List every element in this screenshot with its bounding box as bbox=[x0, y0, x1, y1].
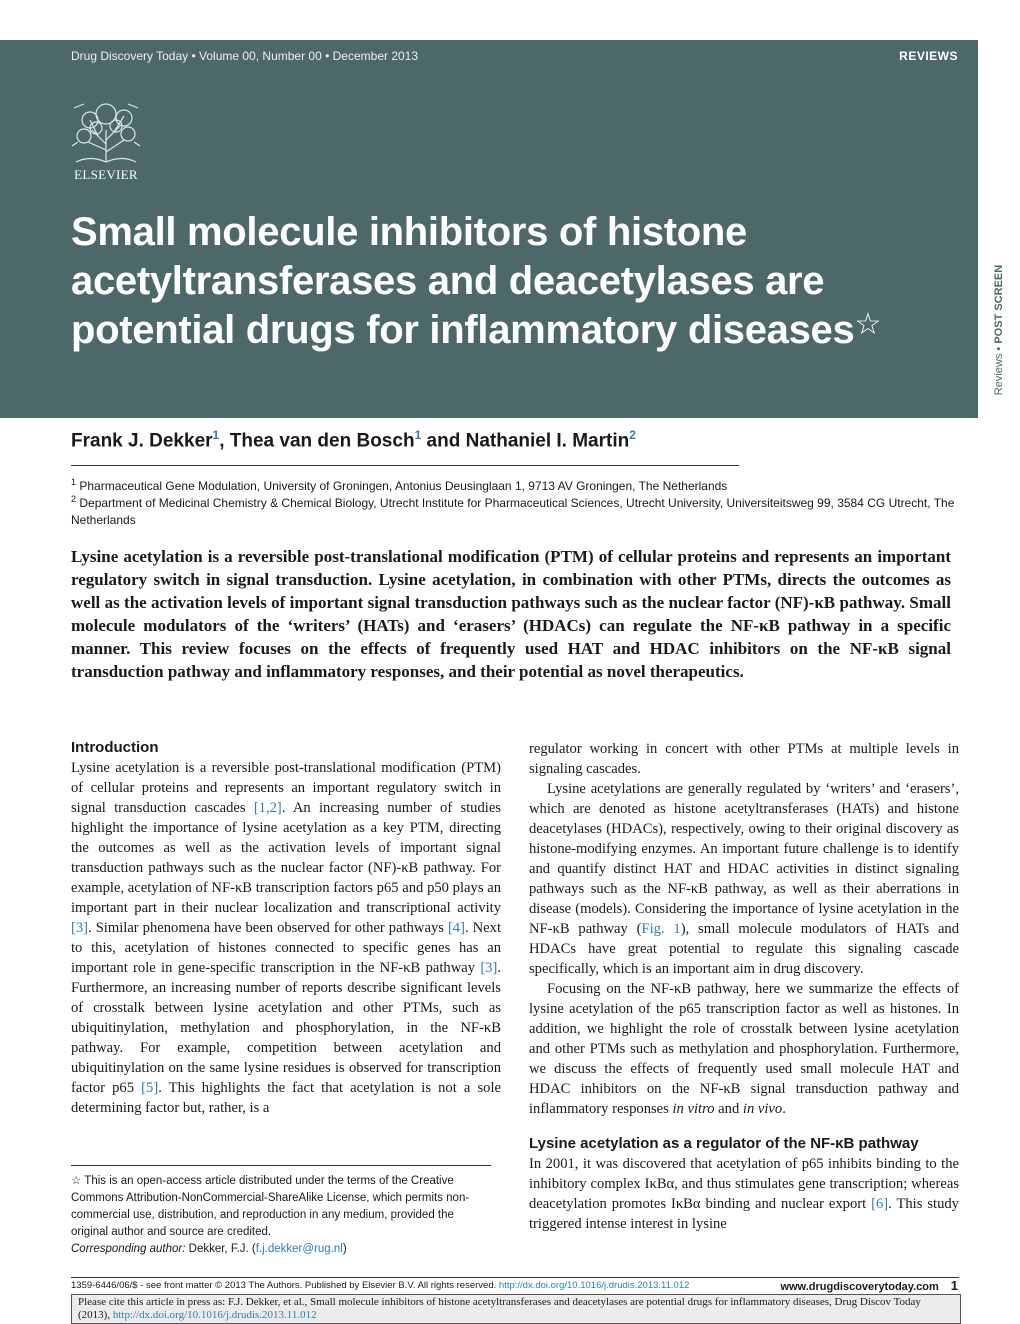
section2-heading: Lysine acetylation as a regulator of the NF-κB pathway bbox=[529, 1135, 919, 1152]
page-number: 1 bbox=[950, 1278, 958, 1293]
intro-paragraph-1-continued bbox=[529, 739, 959, 779]
corresponding-author-label: Corresponding author: bbox=[71, 1243, 186, 1255]
section2-paragraph-1 bbox=[529, 1154, 959, 1234]
affiliation-text: Department of Medicinal Chemistry & Chemical Biology, Utrecht Institute for Pharmaceutical Sciences, Utrecht University, Universiteitsweg 99, 3584 CG Utrecht, The Netherlands bbox=[71, 496, 955, 527]
elsevier-wordmark: ELSEVIER bbox=[74, 167, 138, 182]
article-title bbox=[71, 208, 931, 355]
introduction-heading: Introduction bbox=[71, 739, 159, 756]
text-run: . Next to this, acetylation of histones connected to specific genes has an important role in gene-specific transcription in the NF-κB pathway bbox=[71, 920, 501, 976]
intro-paragraph-1 bbox=[71, 758, 501, 1118]
italic-term: in vivo bbox=[742, 1101, 783, 1117]
citation-link[interactable]: [4] bbox=[447, 920, 465, 936]
citation-text: Please cite this article in press as: F.J. Dekker, et al., Small molecule inhibitors of histone acetyltransferases and deacetylases are potential drugs for inflammatory diseases, Drug Discov Today (2013), bbox=[78, 1296, 921, 1321]
copyright-line bbox=[71, 1280, 689, 1291]
author-list bbox=[71, 428, 636, 452]
text-run: In 2001, it was discovered that acetylation of p65 inhibits binding to the inhibitory complex IκBα, and thus stimulates gene transcription; whereas deacetylation promotes IκBα binding and nuclear export bbox=[529, 1156, 959, 1212]
author-affiliation-mark[interactable]: 2 bbox=[629, 428, 636, 442]
text-run: . An increasing number of studies highlight the importance of lysine acetylation as a key PTM, directing the outcomes as well as the activation levels of important signal transduction pathways such as the nuclear factor (NF)-κB pathway. For example, acetylation of NF-κB transcription factors p65 and p50 plays an important part in their nuclear localization and transcriptional activity bbox=[71, 800, 501, 916]
journal-url[interactable]: www.drugdiscoverytoday.com bbox=[780, 1281, 939, 1293]
text-run: Lysine acetylation is a reversible post-translational modification (PTM) of cellular proteins and represents an important regulatory switch in signal transduction cascades bbox=[71, 760, 501, 816]
left-column bbox=[71, 739, 501, 1118]
footnote-star: ☆ bbox=[71, 1175, 82, 1187]
citation-link[interactable]: [5] bbox=[141, 1080, 159, 1096]
text-run: Focusing on the NF-κB pathway, here we summarize the effects of lysine acetylation of the p65 transcription factor as well as histones. In addition, we highlight the role of crosstalk between lysine acetylation and other PTMs such as methylation and phosphorylation. Furthermore, we discuss the effects of frequently used small molecule HAT and HDAC inhibitors on the NF-κB signal transduction pathway and inflammatory responses bbox=[529, 981, 959, 1117]
author-affiliation-mark[interactable]: 1 bbox=[414, 428, 422, 442]
right-column bbox=[529, 739, 959, 1234]
running-head: Drug Discovery Today • Volume 00, Number 00 • December 2013 bbox=[71, 49, 419, 63]
citation-link[interactable]: [1,2] bbox=[253, 800, 282, 816]
intro-paragraph-2 bbox=[529, 779, 959, 979]
footnote-divider bbox=[71, 1165, 491, 1166]
author-divider bbox=[71, 465, 739, 466]
text-run: and bbox=[714, 1101, 743, 1117]
italic-term: in vitro bbox=[672, 1101, 715, 1117]
abstract: Lysine acetylation is a reversible post-translational modification (PTM) of cellular proteins and represents an important regulatory switch in signal transduction. Lysine acetylation, in combination with other PTMs, directs the outcomes as well as the activation levels of important signal transduction pathways such as the nuclear factor (NF)-κB pathway. Small molecule modulators of the ‘writers’ (HATs) and ‘erasers’ (HDACs) can regulate the NF-κB pathway in a specific manner. This review focuses on the effects of frequently used HAT and HDAC inhibitors on the NF-κB signal transduction pathway and inflammatory responses, and their potential as novel therapeutics. bbox=[71, 547, 951, 681]
author-affiliation-mark[interactable]: 1 bbox=[212, 428, 220, 442]
citation-box bbox=[71, 1294, 961, 1324]
text-run: . Furthermore, an increasing number of reports describe significant levels of crosstalk between lysine acetylation and other PTMs, such as ubiquitinylation, methylation and phosphorylation, in the NF-κB pathway. For example, competition between acetylation and ubiquitinylation on the same lysine residues is observed for transcription factor p65 bbox=[71, 960, 501, 1096]
affiliation-number: 1 bbox=[71, 477, 77, 487]
copyright-text: 1359-6446/06/$ - see front matter © 2013 The Authors. Published by Elsevier B.V. All rights reserved. bbox=[71, 1280, 499, 1291]
title-text: Small molecule inhibitors of histone acetyltransferases and deacetylases are potential drugs for inflammatory diseases bbox=[71, 210, 855, 352]
citation-link[interactable]: [6] bbox=[871, 1196, 889, 1212]
side-label-main: POST SCREEN bbox=[993, 264, 1005, 344]
corresponding-author-email[interactable]: f.j.dekker@rug.nl bbox=[255, 1243, 343, 1255]
open-access-footnote bbox=[71, 1173, 491, 1258]
side-label-prefix: Reviews • bbox=[993, 343, 1005, 396]
journal-site bbox=[780, 1278, 958, 1293]
text-run: ) bbox=[342, 1243, 347, 1255]
doi-link[interactable]: http://dx.doi.org/10.1016/j.drudis.2013.11.012 bbox=[498, 1280, 690, 1291]
author-name: Thea van den Bosch bbox=[229, 430, 415, 452]
citation-link[interactable]: [3] bbox=[71, 920, 89, 936]
text-run: . This study triggered intense interest in lysine bbox=[529, 1196, 959, 1232]
text-run: ), small molecule modulators of HATs and HDACs have great potential to regulate this signaling cascade specifically, which is an important aim in drug discovery. bbox=[529, 921, 960, 977]
affiliation-number: 2 bbox=[71, 494, 77, 504]
author-separator: and bbox=[421, 430, 466, 452]
text-run: . bbox=[782, 1101, 786, 1117]
intro-paragraph-3 bbox=[529, 979, 959, 1119]
text-run: Lysine acetylations are generally regulated by ‘writers’ and ‘erasers’, which are denoted as histone acetyltransferases (HATs) and histone deacetylases (HDACs), respectively, owing to their original discovery as histone-modifying enzymes. An important future challenge is to identify and quantify distinct HAT and HDAC activities in distinct signaling pathways such as the NF-κB pathway, as well as their aberrations in disease (models). Considering the importance of lysine acetylation in the NF-κB pathway ( bbox=[529, 781, 959, 937]
section-label: REVIEWS bbox=[899, 49, 958, 63]
affiliation-text: Pharmaceutical Gene Modulation, University of Groningen, Antonius Deusinglaan 1, 9713 AV Groningen, The Netherlands bbox=[79, 479, 728, 493]
author-separator: , bbox=[219, 430, 230, 452]
author-name: Frank J. Dekker bbox=[71, 430, 213, 452]
citation-doi-link[interactable]: http://dx.doi.org/10.1016/j.drudis.2013.11.012 bbox=[112, 1309, 317, 1321]
text-run: . This highlights the fact that acetylation is not a sole determining factor but, rather, is a bbox=[71, 1080, 502, 1116]
corresponding-author-name: Dekker, F.J. ( bbox=[185, 1243, 256, 1255]
text-run: regulator working in concert with other PTMs at multiple levels in signaling cascades. bbox=[529, 741, 959, 777]
author-name: Nathaniel I. Martin bbox=[465, 430, 630, 452]
figure-link[interactable]: Fig. 1 bbox=[641, 921, 681, 937]
footnote-text: This is an open-access article distributed under the terms of the Creative Commons Attribution-NonCommercial-ShareAlike License, which permits non-commercial use, distribution, and reproduction in any medium, provided the original author and source are credited. bbox=[71, 1175, 470, 1238]
text-run: . Similar phenomena have been observed for other pathways bbox=[88, 920, 448, 936]
title-footnote-star[interactable]: ☆ bbox=[854, 308, 882, 341]
side-section-label bbox=[993, 265, 1005, 395]
citation-link[interactable]: [3] bbox=[480, 960, 498, 976]
affiliation-2 bbox=[71, 491, 961, 529]
